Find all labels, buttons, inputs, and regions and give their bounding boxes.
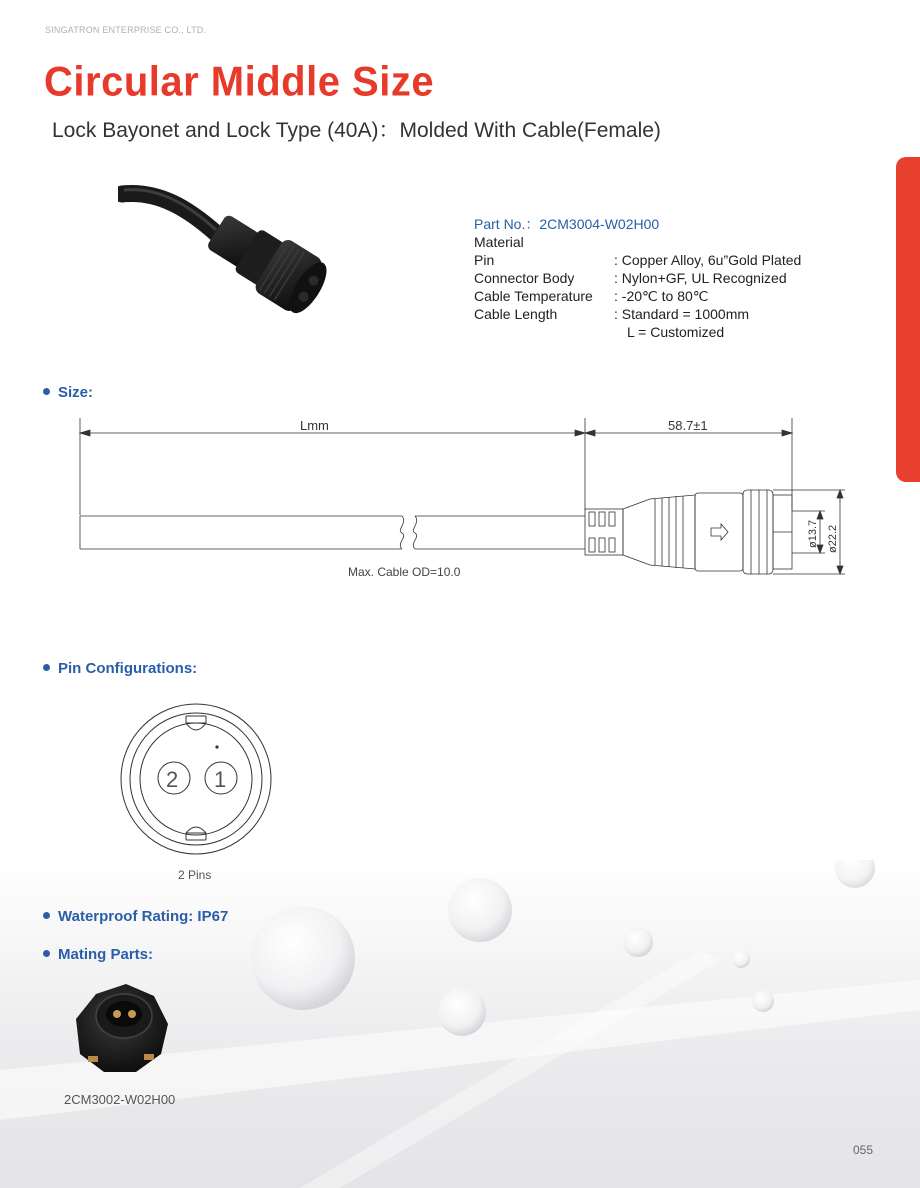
dim-cable-od: Max. Cable OD=10.0 (348, 565, 461, 579)
section-waterproof (43, 908, 228, 925)
spec-value: : -20℃ to 80℃ (614, 288, 709, 304)
page-number: 055 (853, 1143, 874, 1157)
company-name: SINGATRON ENTERPRISE CO., LTD. (45, 25, 207, 35)
spec-label: Cable Temperature (474, 288, 593, 304)
product-image (118, 180, 338, 325)
section-mating-label: Mating Parts: (58, 946, 154, 963)
bullet-icon (43, 912, 50, 919)
dim-length-label: Lmm (300, 418, 329, 433)
mating-part-image (66, 974, 176, 1084)
pin-diagram (118, 702, 278, 862)
material-heading: Material (474, 234, 524, 250)
dim-outer-diameter: ø22.2 (827, 524, 839, 553)
dim-connector-length: 58.7±1 (668, 418, 708, 433)
dimension-drawing (70, 415, 860, 585)
page-subtitle: Lock Bayonet and Lock Type (40A)：Molded With Cable(Female) (52, 119, 661, 142)
section-waterproof-label: Waterproof Rating: IP67 (58, 908, 229, 925)
spec-value: : Copper Alloy, 6u”Gold Plated (614, 252, 802, 268)
bullet-icon (43, 388, 50, 395)
pin-caption: 2 Pins (178, 868, 212, 882)
spec-block (474, 215, 801, 341)
spec-row (474, 287, 801, 305)
spec-label: Pin (474, 252, 495, 268)
pin-2-label: 2 (166, 767, 179, 792)
spec-row (474, 305, 801, 323)
section-pin-config-label: Pin Configurations: (58, 660, 198, 677)
page-title: Circular Middle Size (44, 58, 435, 106)
part-number: Part No.：2CM3004-W02H00 (474, 216, 660, 232)
length-custom: L = Customized (627, 324, 725, 340)
bullet-icon (43, 664, 50, 671)
pin-1-label: 1 (214, 767, 227, 792)
spec-value: : Standard = 1000mm (614, 306, 750, 322)
mating-part-number: 2CM3002-W02H00 (64, 1092, 176, 1107)
spec-value: : Nylon+GF, UL Recognized (614, 270, 787, 286)
section-size (43, 384, 93, 401)
spec-label: Cable Length (474, 306, 558, 322)
spec-row (474, 251, 801, 269)
section-mating (43, 946, 153, 963)
bullet-icon (43, 950, 50, 957)
dim-inner-diameter: ø13.7 (807, 519, 819, 548)
spec-row (474, 269, 801, 287)
section-size-label: Size: (58, 384, 94, 401)
side-tab (896, 157, 920, 482)
section-pin-config (43, 660, 197, 677)
spec-label: Connector Body (474, 270, 575, 286)
spec-row (474, 323, 801, 341)
